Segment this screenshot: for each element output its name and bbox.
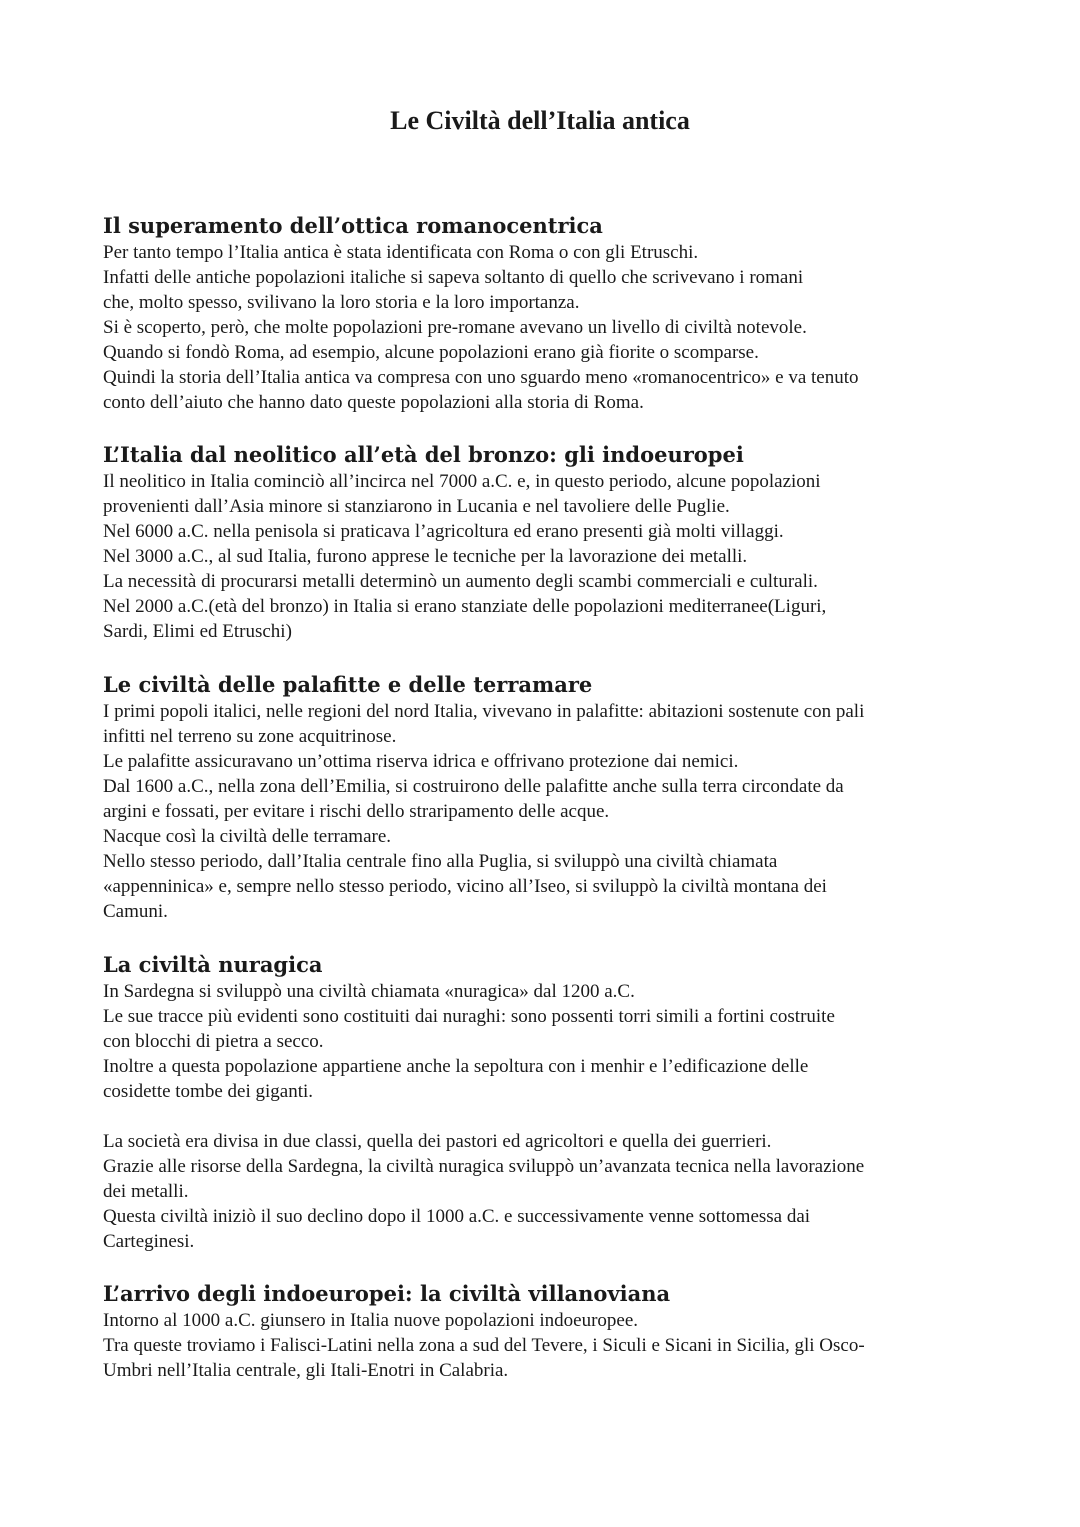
- section-nuragica: [103, 951, 983, 1254]
- text-line: Inoltre a questa popolazione appartiene anche la sepoltura con i menhir e l’edificazione delle: [103, 1056, 809, 1077]
- section-paragraph: [103, 1308, 983, 1383]
- text-line: Questa civiltà iniziò il suo declino dopo il 1000 a.C. e successivamente venne sottomessa dai: [103, 1206, 811, 1227]
- text-line: La società era divisa in due classi, quella dei pastori ed agricoltori e quella dei guerrieri.: [103, 1131, 772, 1152]
- text-line: con blocchi di pietra a secco.: [103, 1031, 324, 1052]
- section-paragraph: [103, 240, 983, 415]
- text-line: Nel 6000 a.C. nella penisola si praticava l’agricoltura ed erano presenti già molti villaggi.: [103, 521, 784, 542]
- text-line: infitti nel terreno su zone acquitrinose.: [103, 726, 397, 747]
- text-line: Tra queste troviamo i Falisci-Latini nella zona a sud del Tevere, i Siculi e Sicani in Sicilia, gli Osco-: [103, 1335, 865, 1356]
- text-line: Le sue tracce più evidenti sono costituiti dai nuraghi: sono possenti torri simili a fortini costruite: [103, 1006, 835, 1027]
- text-line: Carteginesi.: [103, 1231, 195, 1252]
- text-line: Camuni.: [103, 901, 168, 922]
- text-line: dei metalli.: [103, 1181, 189, 1202]
- section-paragraph: [103, 699, 983, 924]
- text-line: provenienti dall’Asia minore si stanziarono in Lucania e nel tavoliere delle Puglie.: [103, 496, 730, 517]
- section-heading: La civiltà nuragica: [103, 952, 323, 977]
- paragraph-gap: [103, 1104, 983, 1129]
- text-line: Sardi, Elimi ed Etruschi): [103, 621, 292, 642]
- text-line: Quando si fondò Roma, ad esempio, alcune popolazioni erano già fiorite o scomparse.: [103, 342, 759, 363]
- section-paragraph: [103, 469, 983, 644]
- section-paragraph: [103, 979, 983, 1254]
- text-line: In Sardegna si sviluppò una civiltà chiamata «nuragica» dal 1200 a.C.: [103, 981, 635, 1002]
- text-line: Umbri nell’Italia centrale, gli Itali-Enotri in Calabria.: [103, 1360, 509, 1381]
- text-line: Le palafitte assicuravano un’ottima riserva idrica e offrivano protezione dai nemici.: [103, 751, 739, 772]
- text-line: Per tanto tempo l’Italia antica è stata identificata con Roma o con gli Etruschi.: [103, 242, 699, 263]
- text-line: Nel 3000 a.C., al sud Italia, furono apprese le tecniche per la lavorazione dei metalli.: [103, 546, 748, 567]
- text-line: Intorno al 1000 a.C. giunsero in Italia nuove popolazioni indoeuropee.: [103, 1310, 639, 1331]
- text-line: Il neolitico in Italia cominciò all’incirca nel 7000 a.C. e, in questo periodo, alcune popolazioni: [103, 471, 821, 492]
- section-heading: Il superamento dell’ottica romanocentrica: [103, 213, 603, 238]
- text-line: I primi popoli italici, nelle regioni del nord Italia, vivevano in palafitte: abitazioni sostenute con pali: [103, 701, 865, 722]
- text-line: Nel 2000 a.C.(età del bronzo) in Italia si erano stanziate delle popolazioni mediterranee(Liguri,: [103, 596, 827, 617]
- section-palafitte: [103, 671, 983, 924]
- text-line: «appenninica» e, sempre nello stesso periodo, vicino all’Iseo, si sviluppò la civiltà montana dei: [103, 876, 827, 897]
- text-line: La necessità di procurarsi metalli determinò un aumento degli scambi commerciali e culturali.: [103, 571, 818, 592]
- text-line: Grazie alle risorse della Sardegna, la civiltà nuragica sviluppò un’avanzata tecnica nella lavorazione: [103, 1156, 865, 1177]
- section-romanocentrica: [103, 212, 983, 415]
- text-line: Quindi la storia dell’Italia antica va compresa con uno sguardo meno «romanocentrico» e va tenuto: [103, 367, 859, 388]
- text-line: Si è scoperto, però, che molte popolazioni pre-romane avevano un livello di civiltà notevole.: [103, 317, 807, 338]
- text-line: cosidette tombe dei giganti.: [103, 1081, 314, 1102]
- text-line: conto dell’aiuto che hanno dato queste popolazioni alla storia di Roma.: [103, 392, 644, 413]
- text-line: Infatti delle antiche popolazioni italiche si sapeva soltanto di quello che scrivevano i romani: [103, 267, 804, 288]
- text-line: Dal 1600 a.C., nella zona dell’Emilia, si costruirono delle palafitte anche sulla terra circondate da: [103, 776, 844, 797]
- section-villanoviana: [103, 1280, 983, 1383]
- text-line: argini e fossati, per evitare i rischi dello straripamento delle acque.: [103, 801, 610, 822]
- document-title: Le Civiltà dell’Italia antica: [390, 106, 690, 135]
- text-line: che, molto spesso, svilivano la loro storia e la loro importanza.: [103, 292, 580, 313]
- section-heading: Le civiltà delle palafitte e delle terramare: [103, 672, 593, 697]
- text-line: Nello stesso periodo, dall’Italia centrale fino alla Puglia, si sviluppò una civiltà chiamata: [103, 851, 778, 872]
- text-line: Nacque così la civiltà delle terramare.: [103, 826, 392, 847]
- section-heading: L’arrivo degli indoeuropei: la civiltà villanoviana: [103, 1281, 671, 1306]
- section-heading: L’Italia dal neolitico all’età del bronzo: gli indoeuropei: [103, 442, 744, 467]
- section-neolitico: [103, 441, 983, 644]
